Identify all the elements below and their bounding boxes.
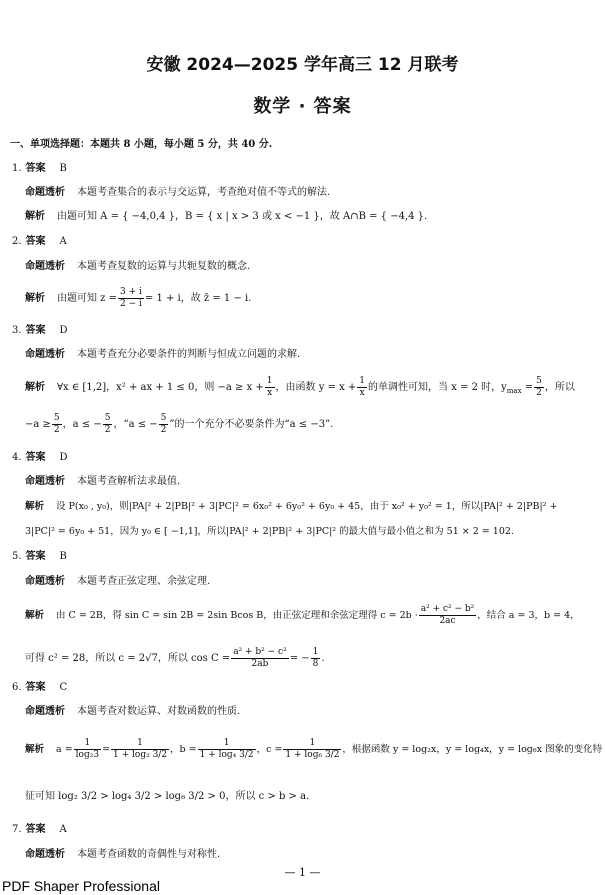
- fraction: $\frac{5}{2}$: [53, 413, 60, 435]
- fraction: $\frac{1}{\text{1 + log₄ 3/2}}$: [199, 738, 254, 760]
- q2-answer: 2. 答案 A: [12, 236, 67, 247]
- q3-solution-line1: 解析 ∀x ∈ [1,2]，x² + ax + 1 ≤ 0，则 −a ≥ x + $\frac{1}{x}$ ，由函数 y = x + $\frac{1}{x}$ 的单调性可知，当 x = 2 时，$y_{max}$ = $\frac{5}{2}$ ，所以: [25, 376, 575, 398]
- q4-solution-line1: 解析 设 P(x₀ , y₀)，则|PA|² + 2|PB|² + 3|PC|² = 6x₀² + 6y₀² + 6y₀ + 45，由于 x₀² + y₀² = 1，所以|PA|² + 2|PB|² +: [25, 501, 558, 512]
- q5-answer: 5. 答案 B: [12, 551, 67, 562]
- q3-purpose: 命题透析 本题考查充分必要条件的判断与恒成立问题的求解.: [25, 349, 301, 360]
- q3-solution-line2: −a ≥ $\frac{5}{2}$ ，a ≤ − $\frac{5}{2}$ ，“a ≤ − $\frac{5}{2}$ ”的一个充分不必要条件为“a ≤ −3”.: [25, 413, 334, 435]
- page-subtitle: 数学 · 答案: [253, 96, 352, 117]
- fraction: $\frac{5}{2}$: [536, 376, 542, 398]
- q4-solution-line2: 3|PC|² = 6y₀ + 51，因为 y₀ ∈ [ −1,1]，所以|PA|² + 2|PB|² + 3|PC|² 的最大值与最小值之和为 51 × 2 = 102.: [25, 526, 514, 537]
- fraction: $\frac{1}{x}$: [359, 376, 366, 398]
- fraction: $\frac{5}{2}$: [160, 413, 167, 435]
- section-heading: 一、单项选择题：本题共 8 小题，每小题 5 分，共 40 分.: [10, 139, 273, 150]
- fraction: $\frac{\text{a² + b² − c²}}{2ab}$: [233, 647, 287, 669]
- q5-solution-line1: 解析 由 C = 2B，得 sin C = sin 2B = 2sin Bcos B，由正弦定理和余弦定理得 c = 2b · $\frac{\text{a² + c² − b²}}{2ac}$ ，结合 a = 3，b = 4，: [25, 604, 580, 626]
- q2-solution: 解析 由题可知 z = $\frac{3 + i}{2 - i}$ = 1 + i，故 z̄ = 1 − i.: [25, 287, 252, 309]
- fraction: $\frac{1}{8}$: [312, 647, 319, 669]
- q4-answer: 4. 答案 D: [12, 452, 68, 463]
- q3-answer: 3. 答案 D: [12, 325, 68, 336]
- q5-solution-line2: 可得 c² = 28，所以 c = 2√7，所以 cos C = $\frac{\text{a² + b² − c²}}{2ab}$ = − $\frac{1}{8}$ .: [25, 647, 325, 669]
- fraction: $\frac{1}{\text{1 + log₂ 3/2}}$: [113, 738, 168, 760]
- q1-answer: 1. 答案 B: [12, 163, 67, 174]
- q7-purpose: 命题透析 本题考查函数的奇偶性与对称性.: [25, 849, 221, 860]
- q1-solution: 解析 由题可知 A = { −4,0,4 }，B = { x | x > 3 或 x < −1 }，故 A∩B = { −4,4 }.: [25, 211, 428, 222]
- q5-purpose: 命题透析 本题考查正弦定理、余弦定理.: [25, 576, 211, 587]
- fraction: $\frac{1}{x}$: [266, 376, 273, 398]
- fraction: $\frac{1}{\text{log₂3}}$: [75, 738, 100, 760]
- q6-solution-line2: 征可知 log₂ 3/2 > log₄ 3/2 > log₆ 3/2 > 0，所以 c > b > a.: [25, 791, 310, 802]
- q1-purpose: 命题透析 本题考查集合的表示与交运算，考查绝对值不等式的解法.: [25, 187, 331, 198]
- watermark-text: PDF Shaper Professional: [2, 878, 160, 894]
- fraction: $\frac{\text{a² + c² − b²}}{2ac}$: [420, 604, 475, 626]
- fraction: $\frac{3 + i}{2 - i}$: [120, 287, 142, 309]
- page-title: 安徽 2024—2025 学年高三 12 月联考: [146, 55, 459, 75]
- q2-purpose: 命题透析 本题考查复数的运算与共轭复数的概念.: [25, 261, 251, 272]
- q7-answer: 7. 答案 A: [12, 824, 67, 835]
- fraction: $\frac{5}{2}$: [104, 413, 111, 435]
- page-number: — 1 —: [284, 866, 321, 879]
- q6-answer: 6. 答案 C: [12, 682, 68, 693]
- fraction: $\frac{1}{\text{1 + log₆ 3/2}}$: [285, 738, 340, 760]
- q4-purpose: 命题透析 本题考查解析法求最值.: [25, 476, 181, 487]
- q6-solution-line1: 解析 a = $\frac{1}{\text{log₂3}}$ = $\frac{1}{\text{1 + log₂ 3/2}}$ ，b = $\frac{1}{\text{1 + log₄ 3/2}}$ ，c = $\frac{1}{\text{1 + log₆ 3/2}}$ ，根据函数 y = log₂x，y = log₄x，y = log₆x 图象的变化特: [25, 738, 603, 760]
- q6-purpose: 命题透析 本题考查对数运算、对数函数的性质.: [25, 706, 241, 717]
